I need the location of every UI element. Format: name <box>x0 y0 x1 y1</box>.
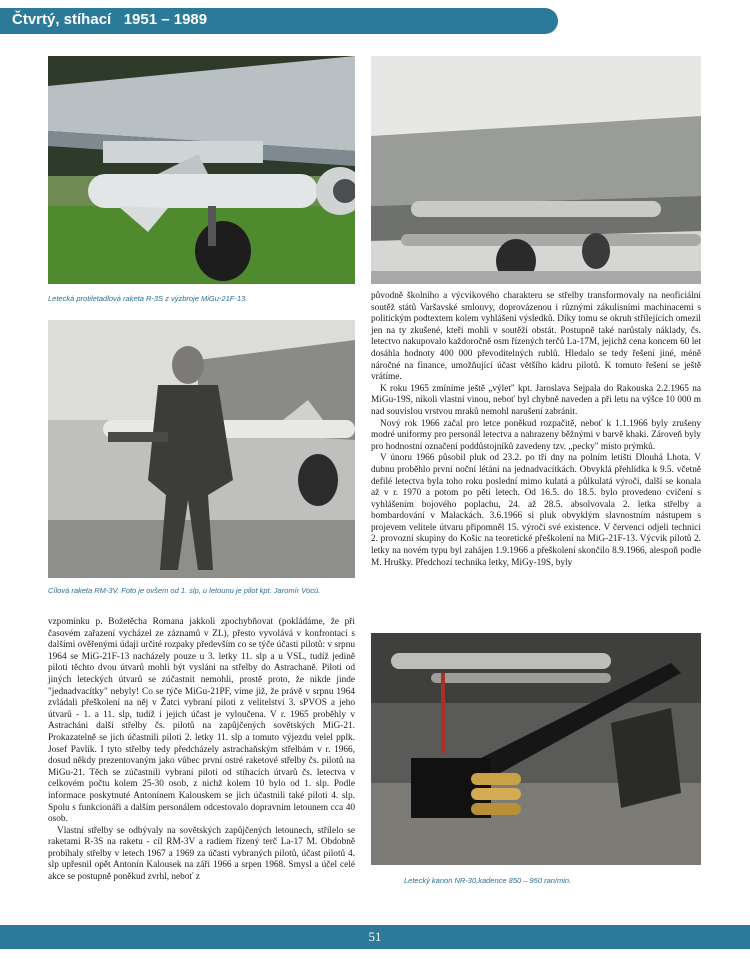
footer-bar <box>0 925 750 949</box>
paragraph: původně školního a výcvikového charakteru se střelby transformovaly na neoficiální soutěž států Varšavské smlouvy, doprovázenou i různými zákulisními machinacemi s politickým podtextem kolem vyhlášení výsledků. Díky tomu se okruh střílejících omezil jen na ty zkušené, kteří mohli v soutěži obstát. Postupně také narůstaly náklady, čs. letectvo nakupovalo každoročně osm řízených terčů La-17M, jejichž cena koncem 60 let dosáhla hodnoty 400 000 převoditelných rublů. Hledalo se tedy řešení jiné, méně náročné na finance, umožňující účast většího kádru pilotů. K tomuto řešení se ještě vrátíme. <box>371 291 701 383</box>
photo-pilot-rm3v <box>48 320 355 578</box>
text-column-left <box>48 617 355 884</box>
paragraph: V únoru 1966 působil pluk od 23.2. po tři dny na polním letišti Dlouhá Lhota. V dubnu proběhlo první noční létání na jednadvacítkách. Obvyklá přehlídka k 9.5. včetně defilé letectva byla toho roku poslední mimo kulatá a půlkulatá výročí, další se konala až v r. 1970 a potom po pěti letech. Od 16.5. do 18.5. bylo provedeno cvičení s vyhlášením bojového poplachu, 24. až 28.5. absolvovala 2. letka střelby a bombardování v Malackách. 3.6.1966 si pluk obvyklým slavnostním nástupem s projevem velitele útvaru připomněl 15. výročí své existence. V červenci odjeli technici 2. provozní skupiny do Košic na teoretické přeškolení na MiG-21F-13. Výcvik pilotů 2. letky na novém typu byl zahájen 1.9.1966 a přeškolení skončilo 8.9.1966, alespoň podle M. Hrušky. Předchozí technika letky, MiGy-19S, byly <box>371 453 701 568</box>
text-column-right <box>371 291 701 569</box>
paragraph: Vlastní střelby se odbývaly na sovětských zapůjčených letounech, střílelo se raketami R-3S na raketu - cíl RM-3V a radiem řízený terč La-17 M. Obdobně probíhaly střelby v letech 1967 a 1969 za účasti vybraných pilotů, účast pilotů 4. slp upřesnil opět Antonín Kalousek na září 1966 a srpen 1968. Smysl a účel celé akce se postupně poněkud zvrhl, neboť z <box>48 825 355 883</box>
photo-nr30-cannon <box>371 633 701 865</box>
paragraph: vzpomínku p. Božetěcha Romana jakkoli zpochybňovat (pokládáme, že při časovém zařazení vycházel ze záznamů v ZL), přesto vyvolává v konfrontaci s dalšími ověřenými údaji určité rozpaky především co se týče účasti pilotů: v srpnu 1964 se MiG-21F-13 nacházely pouze u 3. letky 11. slp a u VSL, tudíž jedině piloti těchto dvou útvarů mohli být vysláni na střelby do Astrachaně. Piloti od jiných leteckých útvarů se zúčastnit nemohli, prostě proto, že nikde jinde "jednadvacítky" nebyly! Co se týče MiGu-21PF, víme již, že právě v srpnu 1964 zvládali přeškolení na něj v Žatci vybraní piloti z velitelství 3. sPVOS a jeho útvarů - 1. a 11. slp, tudíž i jejich účast je vyloučena. V r. 1965 proběhly v Astracháni další střelby čs. pilotů na zapůjčených sovětských MiG-21. Prokazatelně se jich účastnili piloti 2. letky 11. slp a tomuto výjezdu velel pplk. Josef Pavlík. I tyto střelby tedy předcházely astrachaňským střelbám v r. 1966, dosud někdy prezentovaným jako vůbec první ostré raketové střelby čs. pilotů na MiGu-21. Těch se zúčastnili vybraní piloti od stíhacích útvarů čs. letectva v celkovém počtu kolem 25-30 osob, z nichž kolem 10 bylo od 1. slp. Podle informace poskytnuté Antonínem Kalouskem se jich účastnili také piloti 4. slp. Spolu s funkcionáři a dalším personálem odcestovalo dopravním letounem cca 40 osob. <box>48 617 355 825</box>
chapter-header-bar <box>0 8 558 34</box>
chapter-title: Čtvrtý, stíhací 1951 – 1989 <box>12 11 208 28</box>
page-number: 51 <box>368 929 382 944</box>
photo-aircraft-missiles <box>371 56 701 284</box>
caption-photo3: Cílová raketa RM-3V. Foto je ovšem od 1. slp, u letounu je pilot kpt. Jaromír Vocú. <box>48 586 321 595</box>
paragraph: Nový rok 1966 začal pro letce poněkud rozpačitě, neboť k 1.1.1966 byly zrušeny modré uniformy pro personál letectva a nahrazeny běžnými v barvě khaki. Zároveň byly pro hodnostní označení poddůstojníků zavedeny tzv. „pecky" místo prýmků. <box>371 418 701 452</box>
paragraph: K roku 1965 zmíníme ještě „výlet" kpt. Jaroslava Sejpala do Rakouska 2.2.1965 na MiGu-19S, nikoli vlastní vinou, neboť byl chybně naveden a při letu na výšce 10 000 m nad souvislou vrstvou mraků nemohl narušení zabránit. <box>371 383 701 417</box>
caption-photo1: Letecká protiletadlová raketa R-3S z výzbroje MiGu-21F-13. <box>48 294 248 303</box>
caption-photo4: Letecký kanon NR-30,kadence 850 – 950 ran/min. <box>404 876 572 885</box>
photo-r3s-missile <box>48 56 355 284</box>
